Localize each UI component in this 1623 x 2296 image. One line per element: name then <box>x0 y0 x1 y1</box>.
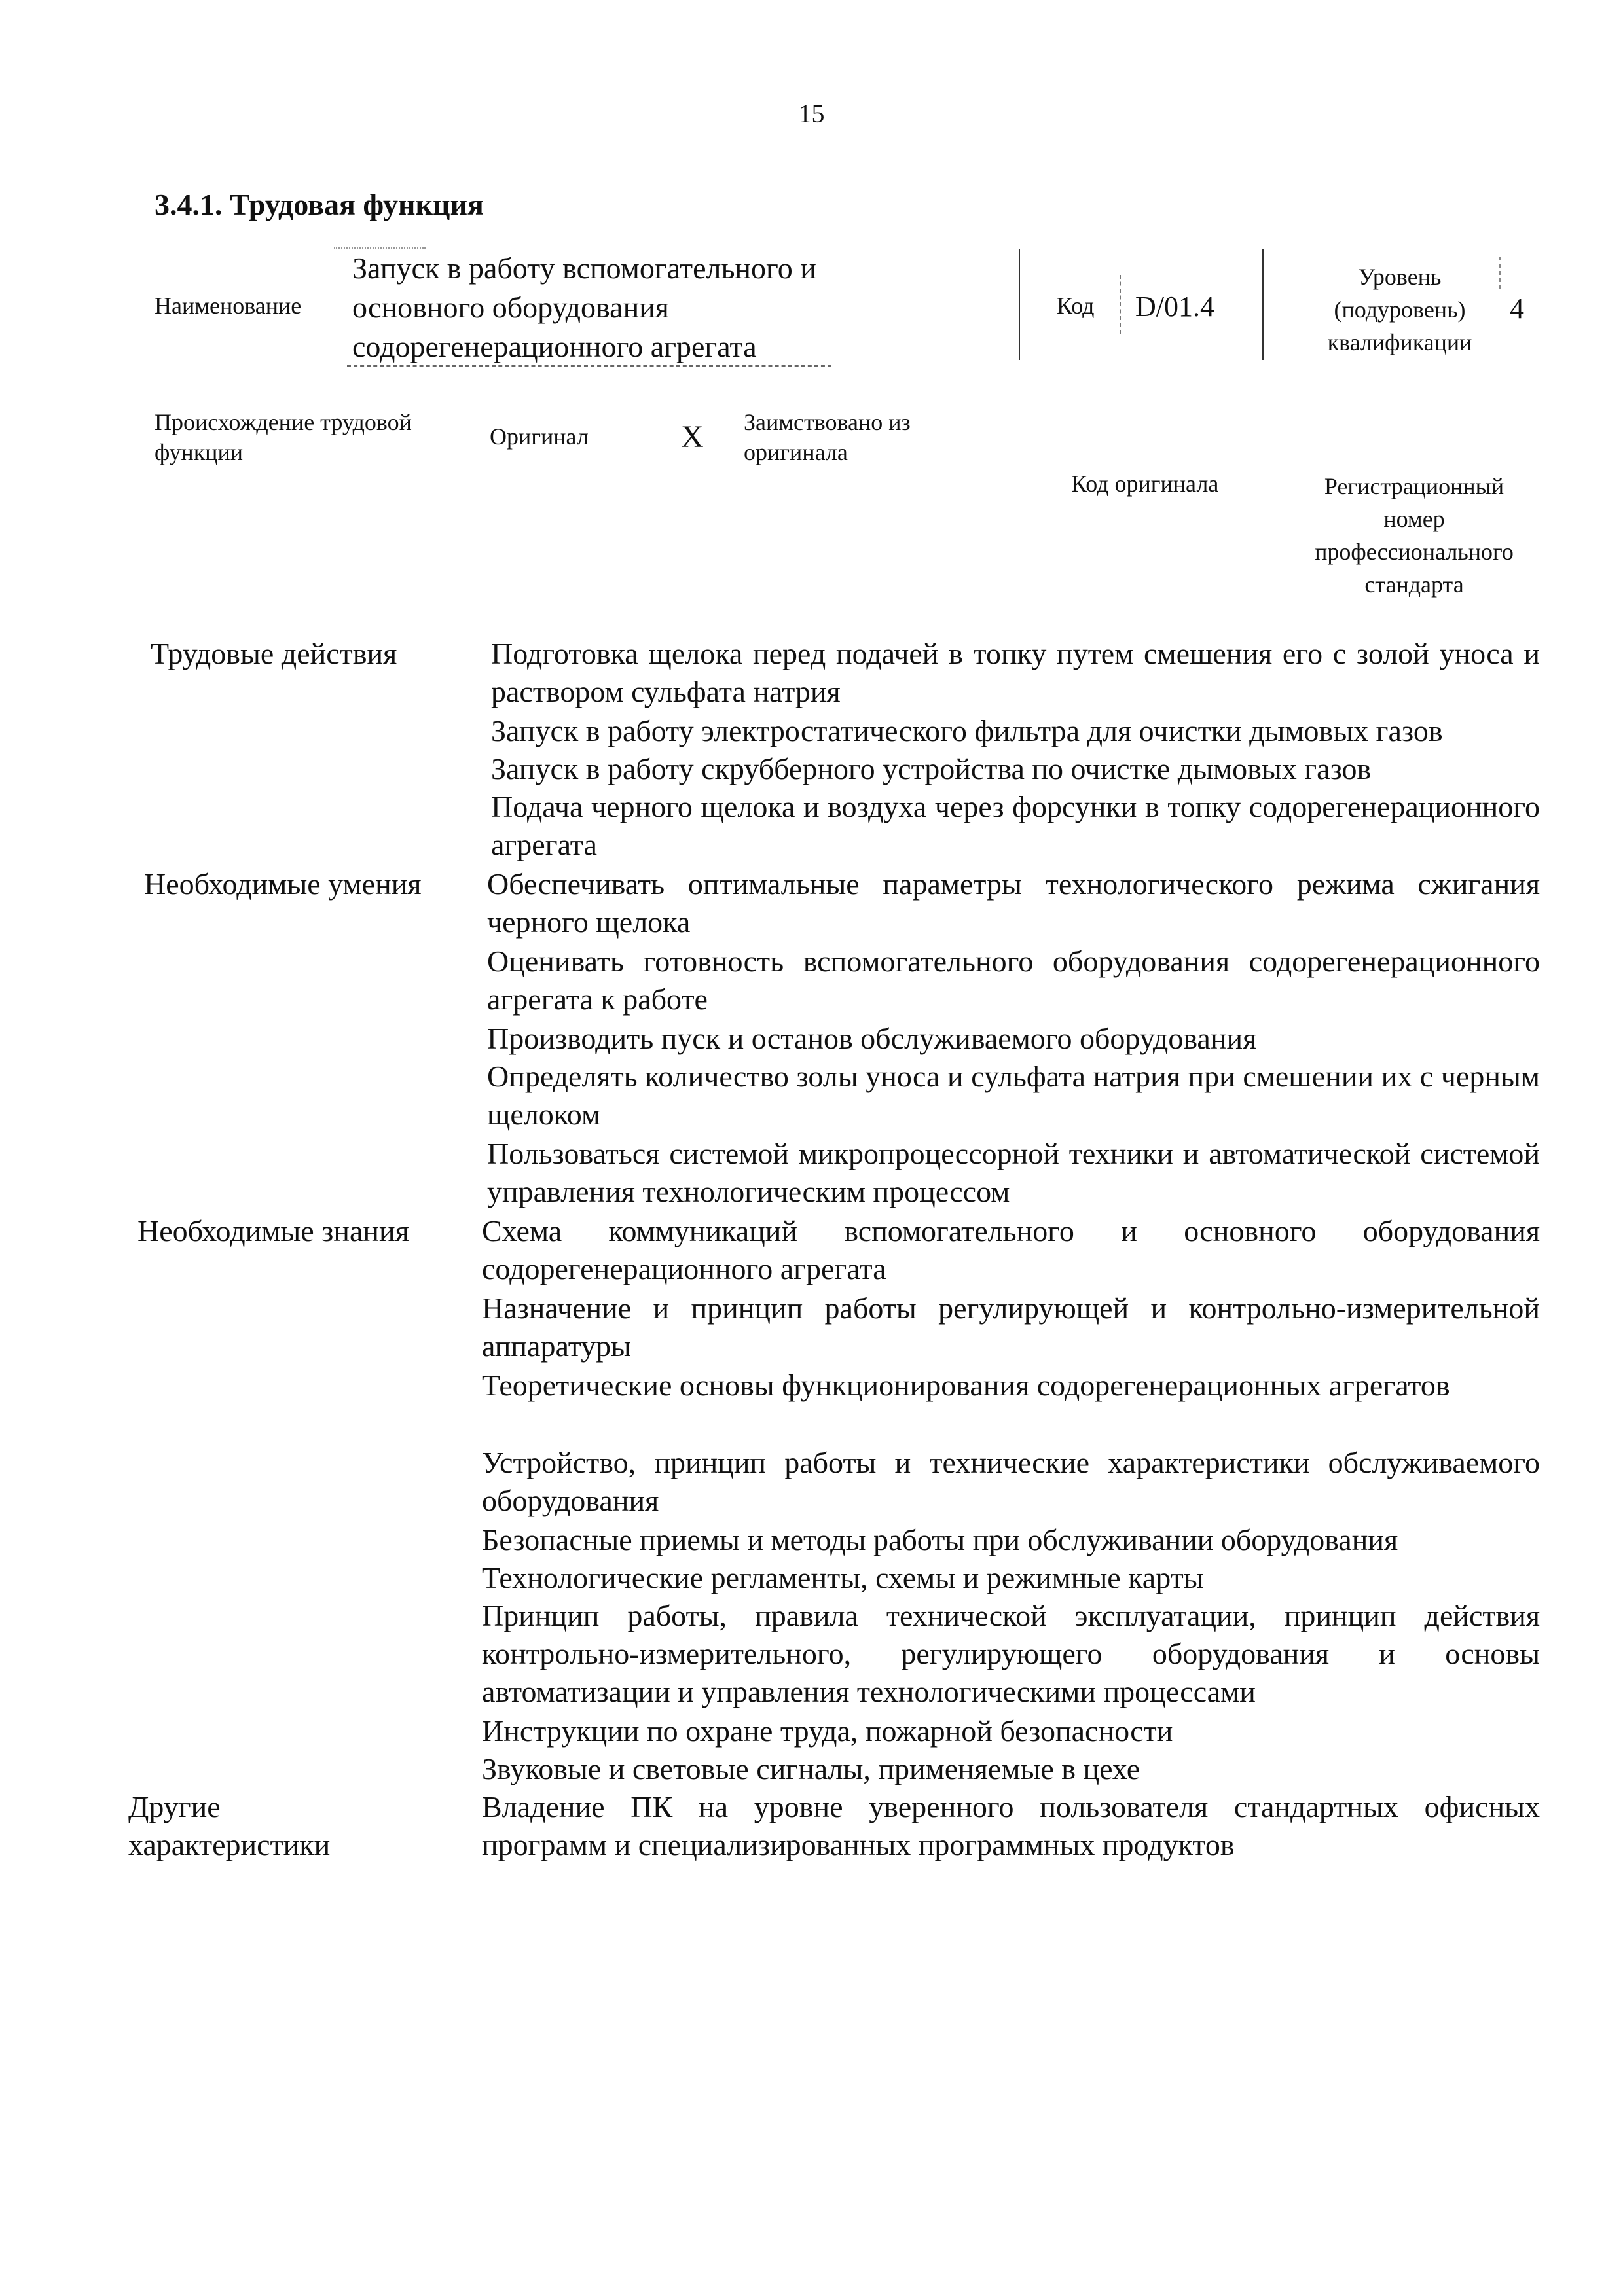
divider <box>1262 249 1264 360</box>
list-item: Устройство, принцип работы и технические характеристики обслуживаемого оборудования <box>482 1446 1540 1517</box>
origin-label <box>155 407 462 467</box>
list-item: Подача черного щелока и воздуха через форсунки в топку содорегенерационного агрегата <box>491 790 1540 861</box>
list-item: Запуск в работу электростатического фильтра для очистки дымовых газов <box>491 714 1443 747</box>
level-label-line: квалификации <box>1327 329 1472 355</box>
function-name <box>352 249 889 367</box>
function-name-line: основного оборудования <box>352 291 669 324</box>
reg-number-label-line: Регистрационный <box>1324 473 1504 499</box>
borrowed-label <box>744 407 966 467</box>
list-item: Оценивать готовность вспомогательного оборудования содорегенерационного агрегата к работе <box>487 944 1540 1016</box>
function-name-line: содорегенерационного агрегата <box>352 330 757 363</box>
name-underline <box>347 365 831 367</box>
list-item: Схема коммуникаций вспомогательного и основного оборудования содорегенерационного агрегата <box>482 1214 1540 1285</box>
borrowed-label-line: оригинала <box>744 439 848 465</box>
level-label-line: Уровень <box>1358 264 1442 290</box>
name-label: Наименование <box>155 293 302 319</box>
origin-label-line: функции <box>155 439 243 465</box>
original-mark: X <box>681 420 704 454</box>
list-item: Принцип работы, правила технической эксплуатации, принцип действия контрольно-измерительного, регулирующего оборудования и основы автоматизации и управления технологическими процессами <box>482 1599 1540 1708</box>
list-item: Владение ПК на уровне уверенного пользователя стандартных офисных программ и специализированных программных продуктов <box>482 1790 1540 1861</box>
list-item: Подготовка щелока перед подачей в топку путем смешения его с золой уноса и раствором сульфата натрия <box>491 637 1540 708</box>
reg-number-label-line: номер <box>1383 506 1445 532</box>
section-label-line: характеристики <box>128 1828 331 1861</box>
list-item: Безопасные приемы и методы работы при обслуживании оборудования <box>482 1523 1398 1556</box>
code-divider <box>1120 275 1121 334</box>
section-label-other-characteristics <box>128 1788 330 1864</box>
list-item: Теоретические основы функционирования содорегенерационных агрегатов <box>482 1369 1450 1402</box>
list-item: Запуск в работу скрубберного устройства по очистке дымовых газов <box>491 752 1372 785</box>
code-label: Код <box>1057 293 1095 319</box>
list-item: Производить пуск и останов обслуживаемого оборудования <box>487 1022 1257 1055</box>
list-item: Инструкции по охране труда, пожарной безопасности <box>482 1714 1173 1748</box>
code-value: D/01.4 <box>1135 291 1214 323</box>
reg-number-label <box>1283 470 1545 601</box>
section-label-required-skills: Необходимые умения <box>144 867 422 901</box>
origin-label-line: Происхождение трудовой <box>155 409 412 435</box>
borrowed-label-line: Заимствовано из <box>744 409 911 435</box>
list-item: Пользоваться системой микропроцессорной техники и автоматической системой управления технологическим процессом <box>487 1137 1540 1208</box>
section-label-labor-actions: Трудовые действия <box>151 637 397 670</box>
qualification-level-value: 4 <box>1510 293 1524 325</box>
qualification-level-label <box>1293 260 1506 359</box>
reg-number-label-line: профессионального <box>1315 539 1514 565</box>
level-label-line: (подуровень) <box>1334 296 1466 323</box>
page-number: 15 <box>798 99 825 128</box>
code-original-label: Код оригинала <box>1071 471 1219 497</box>
function-name-line: Запуск в работу вспомогательного и <box>352 251 816 285</box>
section-label-required-knowledge: Необходимые знания <box>137 1214 409 1247</box>
level-divider <box>1499 257 1501 289</box>
reg-number-label-line: стандарта <box>1364 571 1464 598</box>
divider <box>1019 249 1020 360</box>
list-item: Звуковые и световые сигналы, применяемые в цехе <box>482 1752 1140 1785</box>
section-label-line: Другие <box>128 1790 221 1823</box>
list-item: Определять количество золы уноса и сульфата натрия при смешении их с черным щелоком <box>487 1060 1540 1131</box>
section-title: 3.4.1. Трудовая функция <box>155 188 484 221</box>
list-item: Обеспечивать оптимальные параметры технологического режима сжигания черного щелока <box>487 867 1540 939</box>
list-item: Технологические регламенты, схемы и режимные карты <box>482 1561 1204 1594</box>
original-label: Оригинал <box>490 423 589 450</box>
list-item: Назначение и принцип работы регулирующей и контрольно-измерительной аппаратуры <box>482 1291 1540 1363</box>
